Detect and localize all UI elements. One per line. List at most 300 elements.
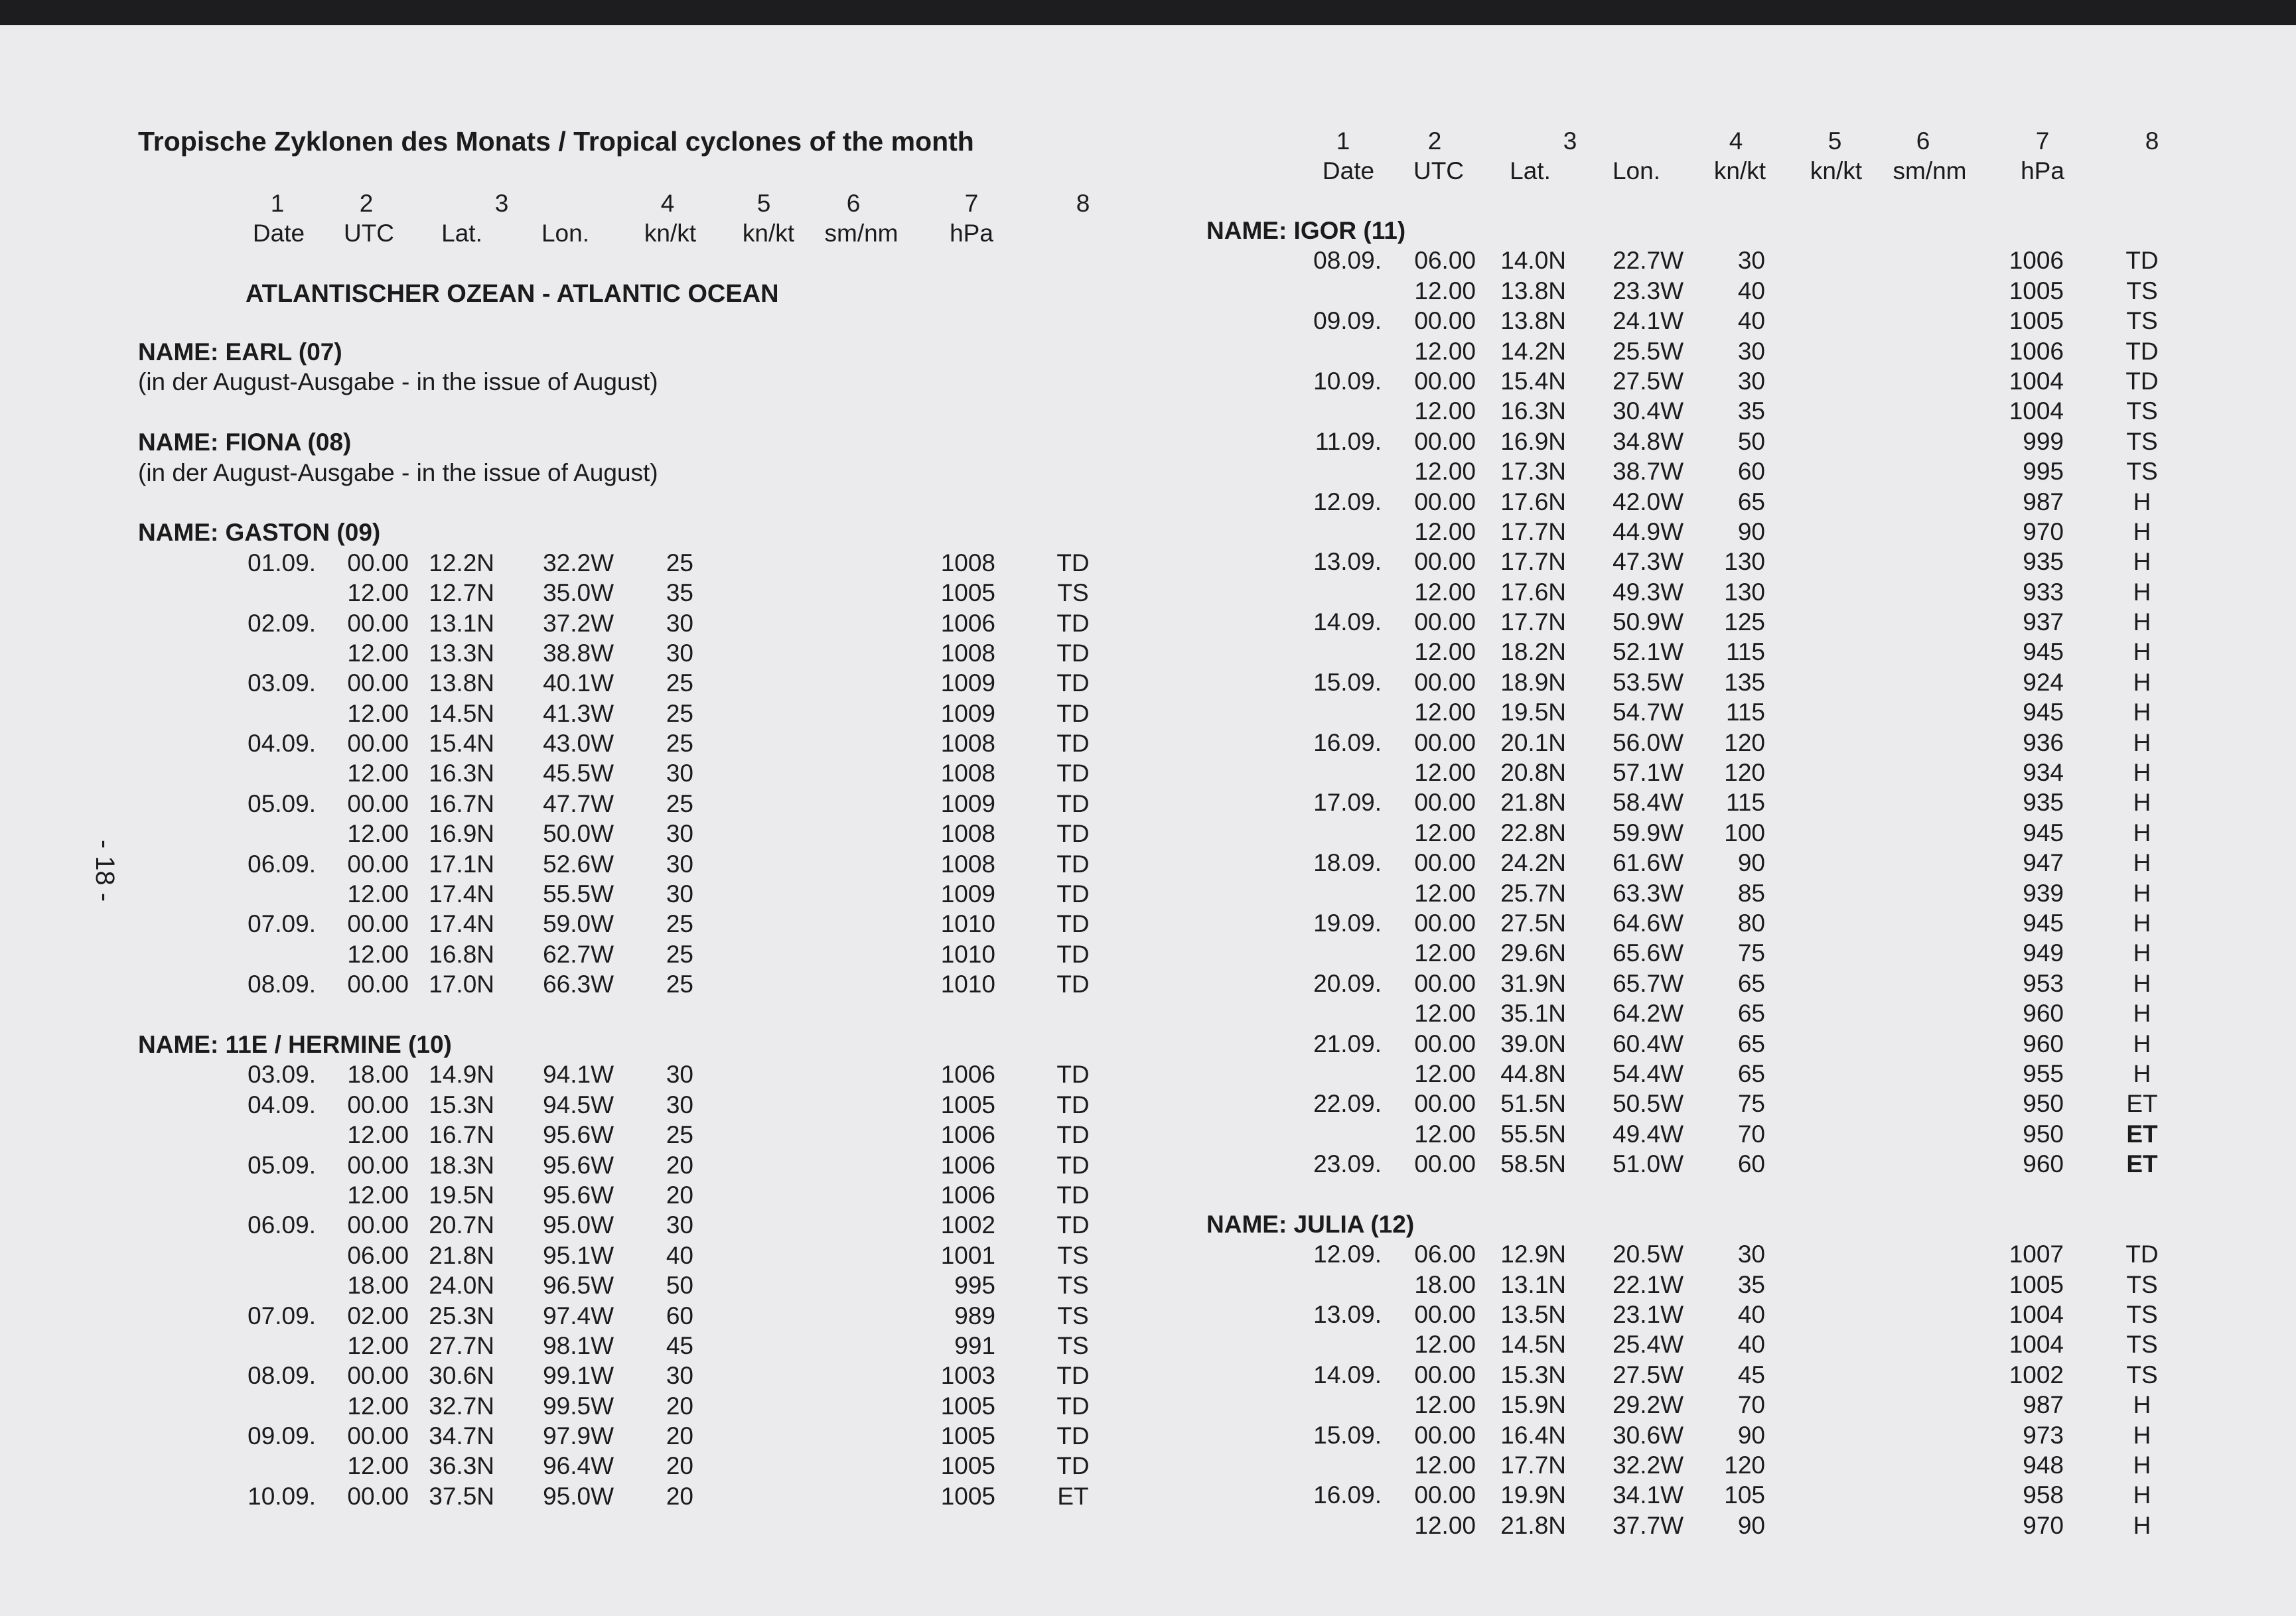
wind-cell: 30 (666, 1362, 693, 1390)
utc-cell: 06.00 (1414, 1241, 1476, 1268)
lon-cell: 34.8W (1613, 427, 1684, 455)
lon-cell: 97.9W (543, 1422, 614, 1450)
date-cell: 13.09. (1313, 1301, 1382, 1329)
page-number: - 18 - (90, 839, 120, 902)
lat-cell: 15.9N (1500, 1391, 1566, 1419)
column-number: 2 (359, 190, 374, 217)
date-cell: 06.09. (248, 1211, 316, 1239)
pressure-cell: 987 (2023, 1391, 2064, 1419)
wind-cell: 115 (1726, 699, 1765, 726)
pressure-cell: 945 (2023, 699, 2064, 726)
wind-cell: 40 (1737, 307, 1765, 335)
wind-cell: 50 (666, 1272, 693, 1300)
lat-cell: 27.7N (429, 1331, 494, 1359)
pressure-cell: 950 (2023, 1090, 2064, 1118)
date-cell: 04.09. (248, 730, 316, 758)
date-cell: 21.09. (1313, 1030, 1382, 1057)
wind-cell: 30 (666, 1061, 693, 1089)
class-cell: TD (1056, 1091, 1090, 1118)
lat-cell: 21.8N (429, 1241, 494, 1269)
wind-cell: 30 (666, 609, 693, 637)
class-cell: TD (1056, 1211, 1090, 1239)
date-cell: 03.09. (248, 1061, 316, 1089)
pressure-cell: 945 (2023, 909, 2064, 937)
wind-cell: 25 (666, 971, 693, 998)
utc-cell: 12.00 (1414, 1331, 1476, 1359)
wind-cell: 120 (1724, 1451, 1765, 1479)
utc-cell: 06.00 (347, 1241, 409, 1269)
column-number: 3 (494, 190, 509, 217)
utc-cell: 00.00 (347, 1151, 409, 1179)
lat-cell: 18.3N (429, 1151, 494, 1179)
wind-cell: 30 (666, 850, 693, 878)
lon-cell: 45.5W (543, 760, 614, 787)
column-label: Date (252, 220, 305, 247)
lat-cell: 18.2N (1500, 638, 1566, 666)
utc-cell: 12.00 (347, 940, 409, 968)
utc-cell: 12.00 (1414, 1059, 1476, 1087)
column-number: 4 (1729, 127, 1743, 155)
class-cell: TD (1056, 1121, 1090, 1149)
wind-cell: 40 (1737, 1331, 1765, 1359)
utc-cell: 00.00 (1414, 367, 1476, 395)
lon-cell: 51.0W (1613, 1150, 1684, 1178)
utc-cell: 00.00 (347, 1211, 409, 1239)
lat-cell: 15.4N (429, 730, 494, 758)
lon-cell: 94.1W (543, 1061, 614, 1089)
utc-cell: 06.00 (1414, 247, 1476, 275)
pressure-cell: 1006 (940, 1181, 995, 1209)
lat-cell: 34.7N (429, 1422, 494, 1450)
class-cell: H (2133, 488, 2151, 515)
utc-cell: 02.00 (347, 1302, 409, 1329)
class-cell: TS (2126, 427, 2158, 455)
lon-cell: 42.0W (1613, 488, 1684, 515)
column-label: hPa (2021, 157, 2064, 184)
lon-cell: 54.4W (1613, 1059, 1684, 1087)
lat-cell: 20.7N (429, 1211, 494, 1239)
lat-cell: 39.0N (1500, 1030, 1566, 1057)
class-cell: TS (2126, 277, 2158, 304)
utc-cell: 12.00 (347, 1331, 409, 1359)
lat-cell: 12.2N (429, 549, 494, 576)
column-label: Date (1322, 157, 1375, 184)
class-cell: TD (1056, 760, 1090, 787)
lat-cell: 17.7N (1500, 517, 1566, 545)
column-label: hPa (950, 220, 993, 247)
utc-cell: 00.00 (347, 1091, 409, 1118)
lat-cell: 13.8N (1500, 277, 1566, 304)
utc-cell: 00.00 (347, 549, 409, 576)
pressure-cell: 1009 (940, 669, 995, 697)
pressure-cell: 947 (2023, 849, 2064, 877)
class-cell: TD (1056, 880, 1090, 908)
date-cell: 13.09. (1313, 548, 1382, 576)
class-cell: H (2133, 939, 2151, 967)
date-cell: 18.09. (1313, 849, 1382, 877)
cyclone-name: NAME: IGOR (11) (1206, 217, 1406, 244)
column-number: 8 (1076, 190, 1090, 217)
lon-cell: 25.5W (1613, 337, 1684, 365)
pressure-cell: 1005 (2009, 307, 2064, 335)
class-cell: H (2133, 517, 2151, 545)
pressure-cell: 924 (2023, 668, 2064, 696)
wind-cell: 115 (1726, 789, 1765, 817)
utc-cell: 00.00 (1414, 608, 1476, 636)
date-cell: 11.09. (1315, 427, 1382, 455)
column-label: UTC (1413, 157, 1465, 184)
date-cell: 03.09. (248, 669, 316, 697)
pressure-cell: 1006 (940, 1061, 995, 1089)
wind-cell: 120 (1724, 759, 1765, 787)
wind-cell: 75 (1737, 1090, 1765, 1118)
wind-cell: 60 (666, 1302, 693, 1329)
class-cell: H (2133, 759, 2151, 787)
utc-cell: 00.00 (347, 850, 409, 878)
utc-cell: 00.00 (1414, 427, 1476, 455)
utc-cell: 12.00 (347, 1452, 409, 1480)
utc-cell: 12.00 (1414, 277, 1476, 304)
date-cell: 07.09. (248, 910, 316, 938)
note-text: (in der August-Ausgabe - in the issue of August) (138, 368, 658, 396)
lat-cell: 17.4N (429, 880, 494, 908)
pressure-cell: 991 (954, 1331, 995, 1359)
lon-cell: 65.7W (1613, 969, 1684, 997)
lon-cell: 49.4W (1613, 1120, 1684, 1148)
utc-cell: 00.00 (1414, 849, 1476, 877)
pressure-cell: 1005 (940, 1422, 995, 1450)
column-label: kn/kt (644, 220, 697, 247)
date-cell: 01.09. (248, 549, 316, 576)
wind-cell: 25 (666, 940, 693, 968)
lat-cell: 20.1N (1500, 728, 1566, 756)
wind-cell: 50 (1737, 427, 1765, 455)
utc-cell: 12.00 (347, 880, 409, 908)
column-number: 6 (1916, 127, 1930, 155)
lat-cell: 13.8N (429, 669, 494, 697)
wind-cell: 130 (1724, 578, 1765, 606)
lon-cell: 52.1W (1613, 638, 1684, 666)
utc-cell: 12.00 (1414, 458, 1476, 486)
utc-cell: 00.00 (347, 669, 409, 697)
utc-cell: 00.00 (1414, 1150, 1476, 1178)
pressure-cell: 1006 (940, 1151, 995, 1179)
cyclone-name: NAME: FIONA (08) (138, 429, 352, 456)
class-cell: TS (2126, 458, 2158, 486)
utc-cell: 00.00 (1414, 668, 1476, 696)
class-cell: TS (2126, 307, 2158, 335)
pressure-cell: 1001 (940, 1241, 995, 1269)
pressure-cell: 948 (2023, 1451, 2064, 1479)
class-cell: H (2133, 1481, 2151, 1509)
lon-cell: 30.4W (1613, 397, 1684, 425)
lat-cell: 13.5N (1500, 1301, 1566, 1329)
lat-cell: 58.5N (1500, 1150, 1566, 1178)
utc-cell: 12.00 (1414, 819, 1476, 846)
class-cell: TS (1057, 579, 1089, 607)
pressure-cell: 1005 (940, 1482, 995, 1510)
wind-cell: 35 (666, 579, 693, 607)
wind-cell: 65 (1737, 1000, 1765, 1028)
column-label: kn/kt (1713, 157, 1766, 184)
lat-cell: 21.8N (1500, 1511, 1566, 1539)
lon-cell: 95.6W (543, 1121, 614, 1149)
lon-cell: 95.0W (543, 1211, 614, 1239)
date-cell: 05.09. (248, 789, 316, 817)
wind-cell: 40 (666, 1241, 693, 1269)
wind-cell: 70 (1737, 1391, 1765, 1419)
class-cell: TS (2126, 1270, 2158, 1298)
lon-cell: 99.5W (543, 1392, 614, 1420)
lat-cell: 55.5N (1500, 1120, 1566, 1148)
column-number: 1 (1336, 127, 1350, 155)
lon-cell: 27.5W (1613, 367, 1684, 395)
class-cell: TD (1056, 1392, 1090, 1420)
lon-cell: 60.4W (1613, 1030, 1684, 1057)
utc-cell: 12.00 (347, 760, 409, 787)
wind-cell: 30 (666, 880, 693, 908)
lat-cell: 16.9N (1500, 427, 1566, 455)
lat-cell: 17.0N (429, 971, 494, 998)
pressure-cell: 1009 (940, 699, 995, 727)
class-cell: TS (1057, 1302, 1089, 1329)
date-cell: 15.09. (1313, 668, 1382, 696)
wind-cell: 85 (1737, 879, 1765, 907)
class-cell: TD (1056, 1422, 1090, 1450)
wind-cell: 65 (1737, 969, 1765, 997)
lat-cell: 17.1N (429, 850, 494, 878)
lon-cell: 64.2W (1613, 1000, 1684, 1028)
column-number: 2 (1427, 127, 1442, 155)
utc-cell: 00.00 (1414, 1090, 1476, 1118)
lon-cell: 47.7W (543, 789, 614, 817)
class-cell: TD (2125, 247, 2159, 275)
date-cell: 23.09. (1313, 1150, 1382, 1178)
wind-cell: 45 (666, 1331, 693, 1359)
lat-cell: 31.9N (1500, 969, 1566, 997)
wind-cell: 60 (1737, 458, 1765, 486)
lon-cell: 98.1W (543, 1331, 614, 1359)
utc-cell: 00.00 (1414, 548, 1476, 576)
column-label: Lon. (541, 220, 589, 247)
lat-cell: 17.4N (429, 910, 494, 938)
wind-cell: 65 (1737, 488, 1765, 515)
date-cell: 17.09. (1313, 789, 1382, 817)
lat-cell: 24.0N (429, 1272, 494, 1300)
lat-cell: 14.5N (429, 699, 494, 727)
lat-cell: 15.3N (429, 1091, 494, 1118)
utc-cell: 12.00 (1414, 1120, 1476, 1148)
pressure-cell: 1008 (940, 730, 995, 758)
lat-cell: 20.8N (1500, 759, 1566, 787)
lat-cell: 18.9N (1500, 668, 1566, 696)
lon-cell: 55.5W (543, 880, 614, 908)
pressure-cell: 935 (2023, 548, 2064, 576)
class-cell: H (2133, 728, 2151, 756)
lat-cell: 14.5N (1500, 1331, 1566, 1359)
class-cell: H (2133, 638, 2151, 666)
date-cell: 16.09. (1313, 1481, 1382, 1509)
wind-cell: 25 (666, 789, 693, 817)
utc-cell: 18.00 (1414, 1270, 1476, 1298)
wind-cell: 35 (1737, 1270, 1765, 1298)
class-cell: H (2133, 969, 2151, 997)
pressure-cell: 1006 (940, 1121, 995, 1149)
cyclone-name: NAME: GASTON (09) (138, 519, 381, 547)
class-cell: TD (1056, 820, 1090, 848)
class-cell: ET (2126, 1150, 2158, 1178)
wind-cell: 90 (1737, 1421, 1765, 1449)
class-cell: H (2133, 1391, 2151, 1419)
lat-cell: 17.7N (1500, 608, 1566, 636)
lat-cell: 13.3N (429, 639, 494, 667)
utc-cell: 00.00 (1414, 789, 1476, 817)
pressure-cell: 1008 (940, 549, 995, 576)
lon-cell: 24.1W (1613, 307, 1684, 335)
lat-cell: 17.7N (1500, 548, 1566, 576)
ocean-heading: ATLANTISCHER OZEAN - ATLANTIC OCEAN (246, 280, 779, 308)
utc-cell: 18.00 (347, 1061, 409, 1089)
class-cell: TS (2126, 1301, 2158, 1329)
lat-cell: 25.3N (429, 1302, 494, 1329)
lon-cell: 61.6W (1613, 849, 1684, 877)
pressure-cell: 1005 (2009, 1270, 2064, 1298)
lon-cell: 27.5W (1613, 1361, 1684, 1388)
scanner-top-border (0, 0, 2296, 25)
lon-cell: 95.6W (543, 1151, 614, 1179)
class-cell: H (2133, 879, 2151, 907)
class-cell: TD (1056, 1452, 1090, 1480)
lat-cell: 37.5N (429, 1482, 494, 1510)
utc-cell: 12.00 (1414, 517, 1476, 545)
utc-cell: 00.00 (1414, 969, 1476, 997)
pressure-cell: 1004 (2009, 367, 2064, 395)
class-cell: TS (2126, 1361, 2158, 1388)
class-cell: H (2133, 668, 2151, 696)
lon-cell: 94.5W (543, 1091, 614, 1118)
pressure-cell: 937 (2023, 608, 2064, 636)
column-label: kn/kt (1810, 157, 1863, 184)
class-cell: TD (1056, 1181, 1090, 1209)
pressure-cell: 1007 (2009, 1241, 2064, 1268)
lon-cell: 95.6W (543, 1181, 614, 1209)
pressure-cell: 949 (2023, 939, 2064, 967)
lat-cell: 16.7N (429, 789, 494, 817)
lat-cell: 15.4N (1500, 367, 1566, 395)
date-cell: 08.09. (248, 1362, 316, 1390)
lat-cell: 12.7N (429, 579, 494, 607)
utc-cell: 12.00 (347, 579, 409, 607)
utc-cell: 12.00 (1414, 759, 1476, 787)
class-cell: TD (1056, 1151, 1090, 1179)
lat-cell: 16.3N (1500, 397, 1566, 425)
pressure-cell: 1009 (940, 880, 995, 908)
wind-cell: 20 (666, 1452, 693, 1480)
column-number: 3 (1563, 127, 1577, 155)
utc-cell: 00.00 (1414, 488, 1476, 515)
class-cell: H (2133, 909, 2151, 937)
pressure-cell: 935 (2023, 789, 2064, 817)
utc-cell: 00.00 (1414, 1301, 1476, 1329)
lat-cell: 12.9N (1500, 1241, 1566, 1268)
date-cell: 16.09. (1313, 728, 1382, 756)
utc-cell: 12.00 (1414, 699, 1476, 726)
pressure-cell: 1010 (940, 971, 995, 998)
date-cell: 09.09. (248, 1422, 316, 1450)
class-cell: H (2133, 1000, 2151, 1028)
class-cell: H (2133, 578, 2151, 606)
class-cell: TD (1056, 940, 1090, 968)
pressure-cell: 1010 (940, 940, 995, 968)
class-cell: H (2133, 1451, 2151, 1479)
utc-cell: 00.00 (1414, 1421, 1476, 1449)
wind-cell: 20 (666, 1392, 693, 1420)
lat-cell: 17.6N (1500, 488, 1566, 515)
utc-cell: 00.00 (1414, 728, 1476, 756)
pressure-cell: 1005 (2009, 277, 2064, 304)
lon-cell: 95.1W (543, 1241, 614, 1269)
column-label: sm/nm (824, 220, 898, 247)
pressure-cell: 999 (2023, 427, 2064, 455)
wind-cell: 135 (1724, 668, 1765, 696)
class-cell: TD (1056, 789, 1090, 817)
lat-cell: 17.3N (1500, 458, 1566, 486)
pressure-cell: 1008 (940, 820, 995, 848)
pressure-cell: 1002 (940, 1211, 995, 1239)
pressure-cell: 939 (2023, 879, 2064, 907)
column-number: 1 (270, 190, 285, 217)
class-cell: TD (1056, 910, 1090, 938)
class-cell: H (2133, 819, 2151, 846)
date-cell: 14.09. (1313, 608, 1382, 636)
lon-cell: 96.5W (543, 1272, 614, 1300)
date-cell: 04.09. (248, 1091, 316, 1118)
lon-cell: 40.1W (543, 669, 614, 697)
lat-cell: 16.4N (1500, 1421, 1566, 1449)
column-number: 6 (846, 190, 861, 217)
utc-cell: 00.00 (347, 730, 409, 758)
lat-cell: 15.3N (1500, 1361, 1566, 1388)
lon-cell: 96.4W (543, 1452, 614, 1480)
lon-cell: 32.2W (1613, 1451, 1684, 1479)
page-title: Tropische Zyklonen des Monats / Tropical cyclones of the month (138, 126, 974, 157)
utc-cell: 00.00 (347, 971, 409, 998)
wind-cell: 25 (666, 549, 693, 576)
lat-cell: 16.7N (429, 1121, 494, 1149)
lon-cell: 64.6W (1613, 909, 1684, 937)
utc-cell: 12.00 (347, 1181, 409, 1209)
lon-cell: 38.8W (543, 639, 614, 667)
lat-cell: 32.7N (429, 1392, 494, 1420)
column-number: 7 (964, 190, 979, 217)
date-cell: 15.09. (1313, 1421, 1382, 1449)
date-cell: 20.09. (1313, 969, 1382, 997)
wind-cell: 105 (1724, 1481, 1765, 1509)
pressure-cell: 1006 (2009, 337, 2064, 365)
lon-cell: 53.5W (1613, 668, 1684, 696)
cyclone-name: NAME: JULIA (12) (1206, 1210, 1415, 1238)
lon-cell: 95.0W (543, 1482, 614, 1510)
wind-cell: 30 (666, 760, 693, 787)
lon-cell: 49.3W (1613, 578, 1684, 606)
wind-cell: 40 (1737, 277, 1765, 304)
utc-cell: 12.00 (1414, 1391, 1476, 1419)
pressure-cell: 955 (2023, 1059, 2064, 1087)
lon-cell: 65.6W (1613, 939, 1684, 967)
lat-cell: 19.5N (429, 1181, 494, 1209)
pressure-cell: 1005 (940, 1452, 995, 1480)
pressure-cell: 1004 (2009, 397, 2064, 425)
